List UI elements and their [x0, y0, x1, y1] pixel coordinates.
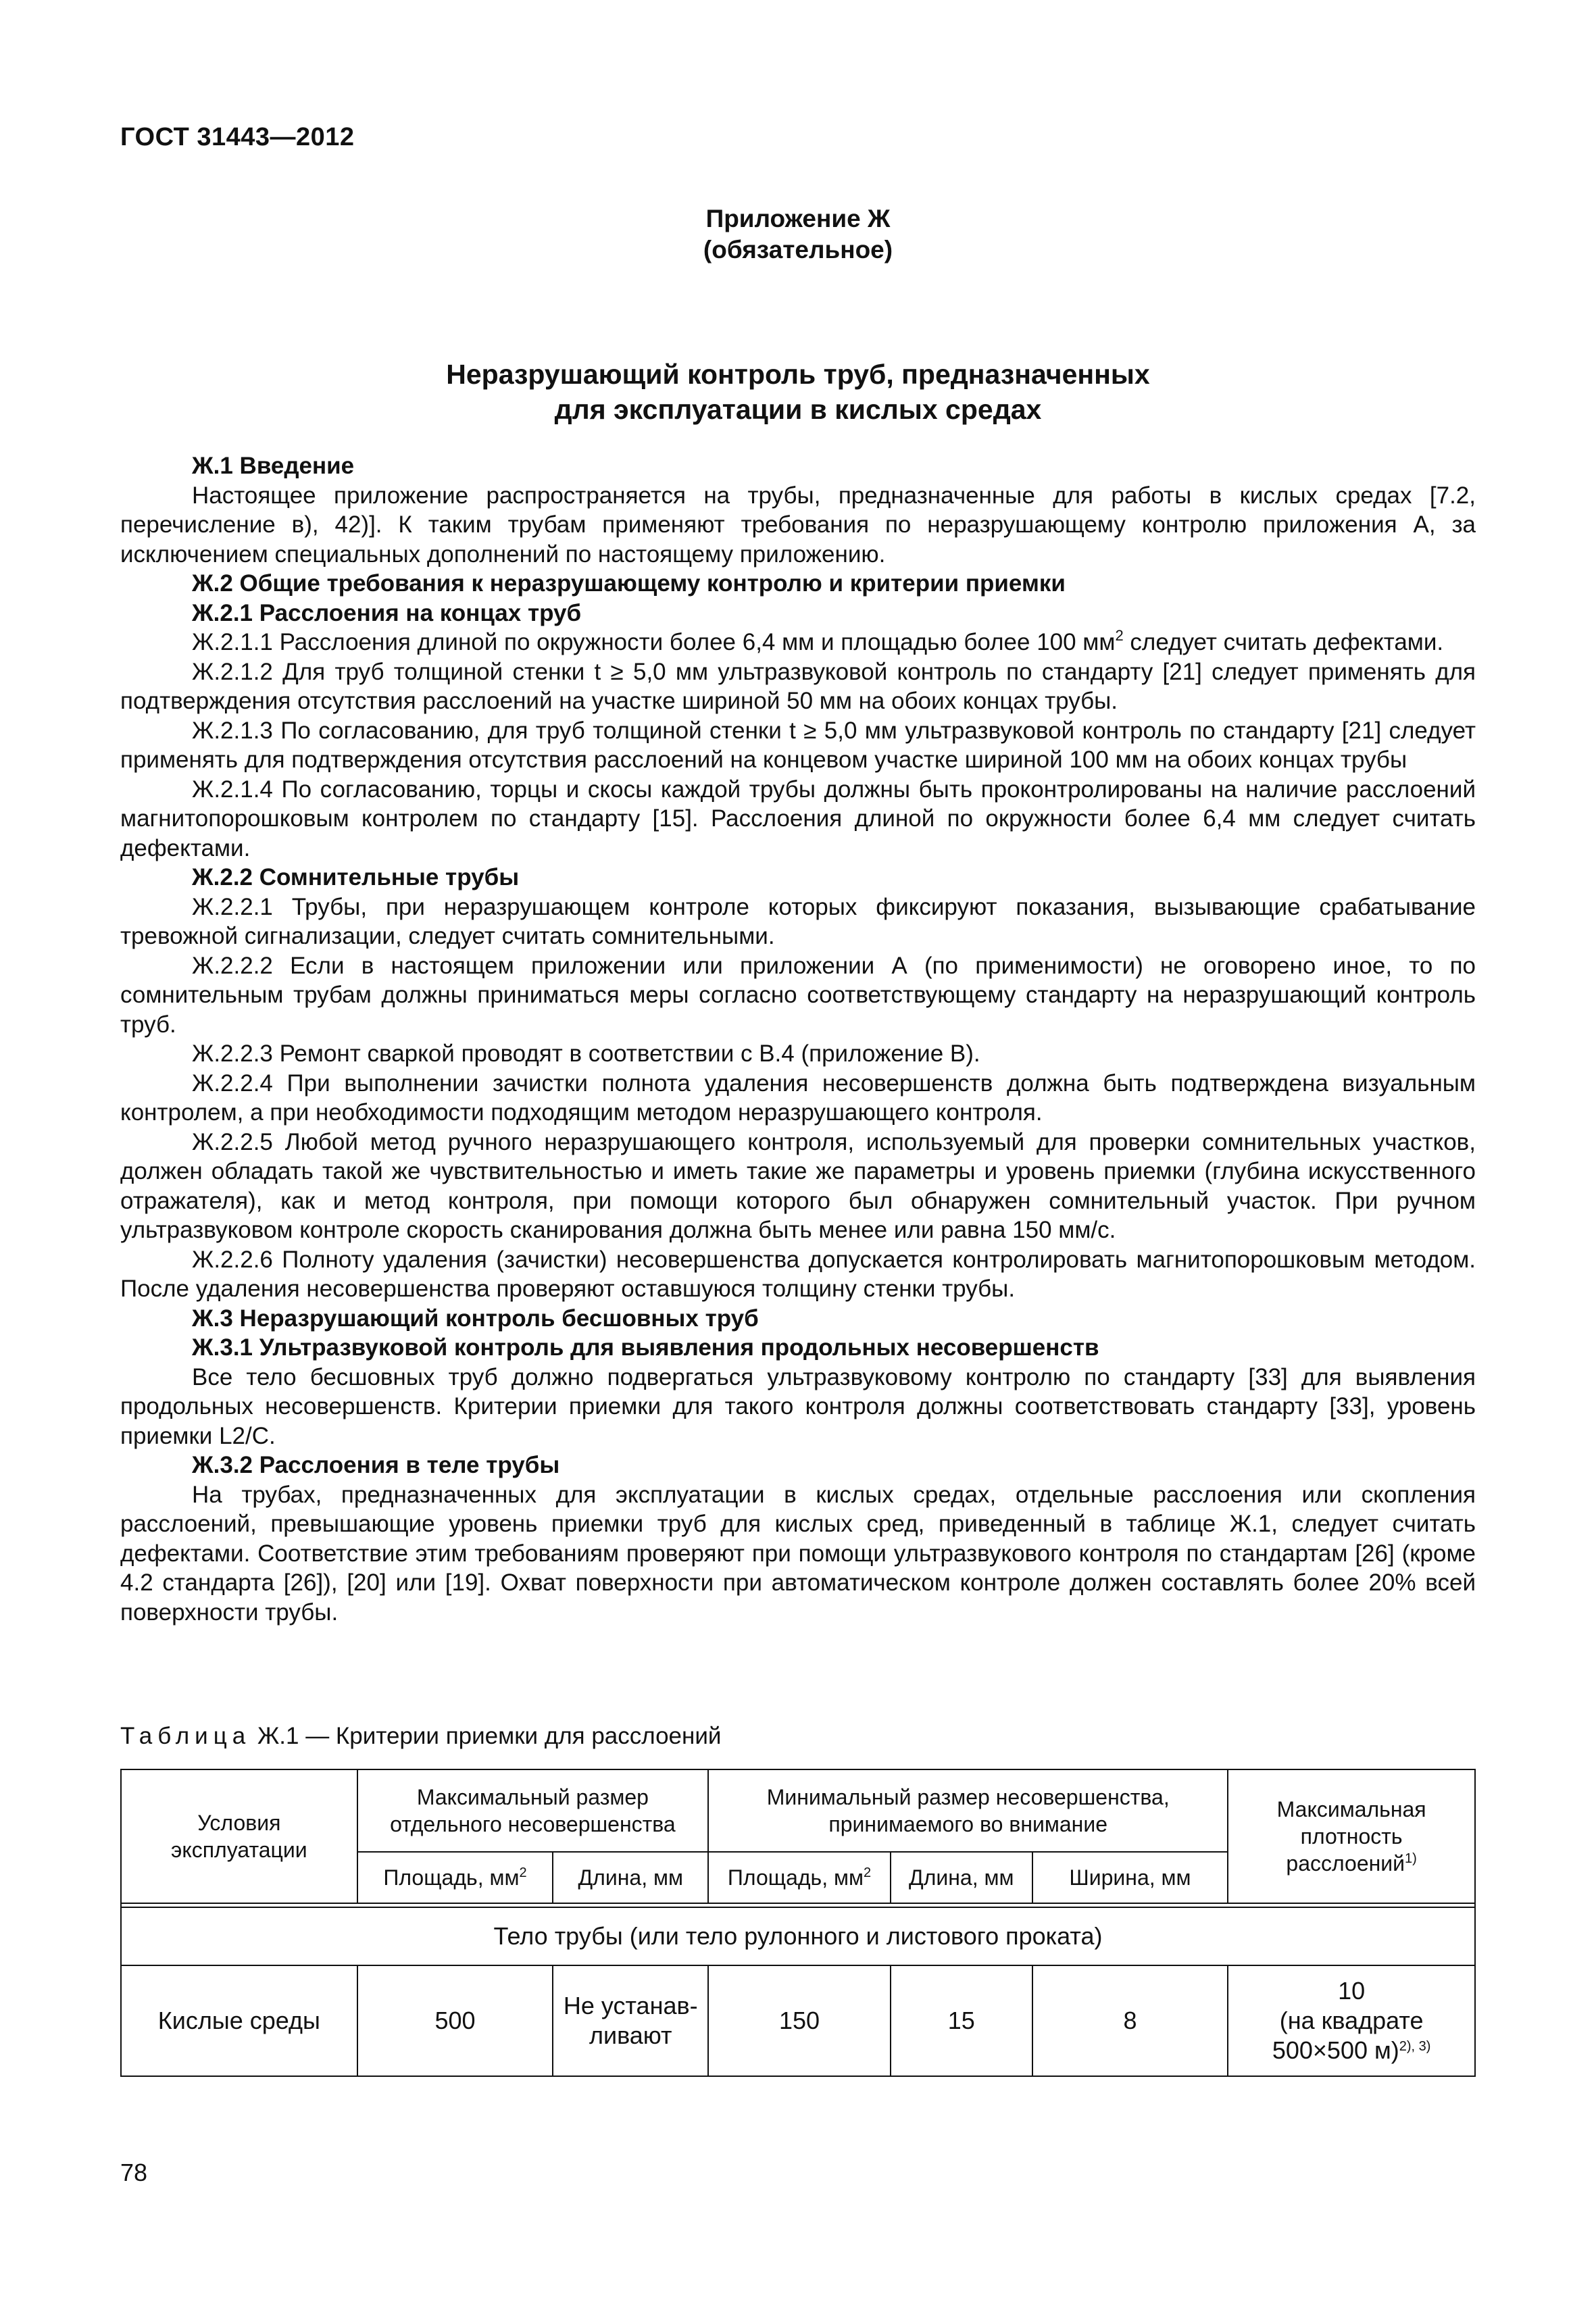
paragraph: Все тело бесшовных труб должно подвергаться ультразвуковому контролю по стандарту [33] для выявления продольных несовершенств. Критерии приемки для такого контроля должны соответствовать стандарту [33], уровень приемки L2/C. [120, 1363, 1476, 1449]
header-length-min: Длина, мм [891, 1852, 1032, 1903]
subsection-heading: Ж.2.2 Сомнительные трубы [192, 864, 520, 890]
superscript: 2 [1115, 627, 1124, 644]
annex-title: Приложение Ж [705, 205, 891, 232]
header-max-size: Максимальный размер отдельного несовершенства [357, 1769, 708, 1852]
paragraph: Ж.2.2.4 При выполнении зачистки полнота удаления несовершенств должна быть подтверждена визуальным контролем, а при необходимости подходящим методом неразрушающего контроля. [120, 1070, 1476, 1126]
cell-conditions: Кислые среды [121, 1965, 357, 2076]
footnote-ref: 1) [1405, 1851, 1417, 1866]
annex-type: (обязательное) [703, 236, 893, 263]
header-min-size: Минимальный размер несовершенства, принимаемого во внимание [708, 1769, 1228, 1852]
paragraph: Ж.2.1.4 По согласованию, торцы и скосы каждой трубы должны быть проконтролированы на наличие расслоений магнитопорошковым контролем по стандарту [15]. Расслоения длиной по окружности более 6,4 мм следует считать дефектами. [120, 776, 1476, 861]
header-area-max [357, 1852, 553, 1903]
paragraph-text: следует считать дефектами. [1123, 629, 1444, 655]
paragraph: Ж.2.2.5 Любой метод ручного неразрушающего контроля, используемый для проверки сомнительных участков, должен обладать такой же чувствительностью и иметь такие же параметры и уровень приемки (глубина искусственного отражателя), как и метод контроля, при помощи которого был обнаружен сомнительный участок. При ручном ультразвуковом контроле скорость сканирования должна быть менее или равна 150 мм/с. [120, 1128, 1476, 1243]
subsection-heading: Ж.2.1 Расслоения на концах труб [192, 599, 582, 626]
header-density-text: Максимальная плотность расслоений [1276, 1797, 1426, 1876]
paragraph: Ж.2.1.2 Для труб толщиной стенки t ≥ 5,0 мм ультразвуковой контроль по стандарту [21] следует применять для подтверждения отсутствия расслоений на участке шириной 50 мм на обоих концах трубы. [120, 658, 1476, 714]
paragraph: Настоящее приложение распространяется на трубы, предназначенные для работы в кислых средах [7.2, перечисление в), 42)]. К таким трубам применяют требования по неразрушающему контролю приложения А, за исключением специальных дополнений по настоящему приложению. [120, 482, 1476, 568]
table-caption [120, 1723, 721, 1750]
header-area-min-text: Площадь, мм [727, 1865, 864, 1890]
subsection-heading: Ж.3.1 Ультразвуковой контроль для выявления продольных несовершенств [192, 1334, 1099, 1361]
paragraph: Ж.2.1.3 По согласованию, для труб толщиной стенки t ≥ 5,0 мм ультразвуковой контроль по стандарту [21] следует применять для подтверждения отсутствия расслоений на концевом участке шириной 100 мм на обоих концах трубы [120, 717, 1476, 773]
paragraph: Ж.2.2.3 Ремонт сваркой проводят в соответствии с В.4 (приложение В). [192, 1040, 980, 1067]
header-length-max: Длина, мм [553, 1852, 708, 1903]
paragraph: Ж.2.2.1 Трубы, при неразрушающем контроле которых фиксируют показания, вызывающие срабатывание тревожной сигнализации, следует считать сомнительными. [120, 893, 1476, 949]
paragraph: На трубах, предназначенных для эксплуатации в кислых средах, отдельные расслоения или скопления расслоений, превышающие уровень приемки труб для кислых сред, приведенный в таблице Ж.1, следует считать дефектами. Соответствие этим требованиям проверяют при помощи ультразвукового контроля по стандартам [26] (кроме 4.2 стандарта [26]), [20] или [19]. Охват поверхности при автоматическом контроле должен составлять более 20% всей поверхности трубы. [120, 1481, 1476, 1626]
header-density [1228, 1769, 1475, 1903]
section-row-pipe-body: Тело трубы (или тело рулонного и листового проката) [121, 1907, 1475, 1965]
cell-density-value: 10 [1338, 1977, 1366, 2005]
paragraph [120, 628, 1476, 657]
header-area-min [708, 1852, 891, 1903]
table-caption-word: Таблица [120, 1723, 251, 1749]
superscript: 2 [519, 1865, 527, 1880]
cell-density-area-text: 500×500 м) [1272, 2036, 1399, 2064]
standard-header: ГОСТ 31443—2012 [120, 123, 355, 151]
document-body [120, 451, 1476, 1627]
header-area-max-text: Площадь, мм [383, 1865, 520, 1890]
subsection-heading: Ж.3.2 Расслоения в теле трубы [192, 1452, 560, 1478]
paragraph-text: Ж.2.1.1 Расслоения длиной по окружности более 6,4 мм и площадью более 100 мм [192, 629, 1116, 655]
table-caption-text: Ж.1 — Критерии приемки для расслоений [251, 1723, 722, 1749]
cell-min-area: 150 [708, 1965, 891, 2076]
header-width-min: Ширина, мм [1032, 1852, 1228, 1903]
cell-max-length: Не устанавливают [553, 1965, 708, 2076]
cell-density-note: (на квадрате [1279, 2007, 1424, 2034]
table-section-row [121, 1907, 1475, 1965]
cell-max-area: 500 [357, 1965, 553, 2076]
cell-density-area [1234, 2036, 1469, 2065]
table-row [121, 1965, 1475, 2076]
section-heading: Ж.2 Общие требования к неразрушающему контролю и критерии приемки [192, 570, 1066, 597]
paragraph: Ж.2.2.6 Полноту удаления (зачистки) несовершенства допускается контролировать магнитопорошковым методом. После удаления несовершенства проверяют оставшуюся толщину стенки трубы. [120, 1246, 1476, 1302]
acceptance-criteria-table [120, 1769, 1476, 2077]
section-heading: Ж.1 Введение [192, 453, 355, 479]
paragraph: Ж.2.2.2 Если в настоящем приложении или приложении А (по применимости) не оговорено иное, то по сомнительным трубам должны приниматься меры согласно соответствующему стандарту на неразрушающий контроль труб. [120, 952, 1476, 1038]
cell-min-width: 8 [1032, 1965, 1228, 2076]
cell-density [1228, 1965, 1475, 2076]
annex-heading-line-2: для эксплуатации в кислых средах [554, 394, 1042, 425]
footnote-ref: 2), 3) [1399, 2039, 1431, 2054]
annex-heading [0, 357, 1596, 427]
cell-min-length: 15 [891, 1965, 1032, 2076]
table-header-row [121, 1769, 1475, 1852]
page-number: 78 [120, 2159, 148, 2186]
superscript: 2 [863, 1865, 872, 1880]
header-conditions: Условия эксплуатации [121, 1769, 357, 1903]
section-heading: Ж.3 Неразрушающий контроль бесшовных труб [192, 1305, 759, 1332]
annex-heading-line-1: Неразрушающий контроль труб, предназначенных [446, 359, 1150, 390]
